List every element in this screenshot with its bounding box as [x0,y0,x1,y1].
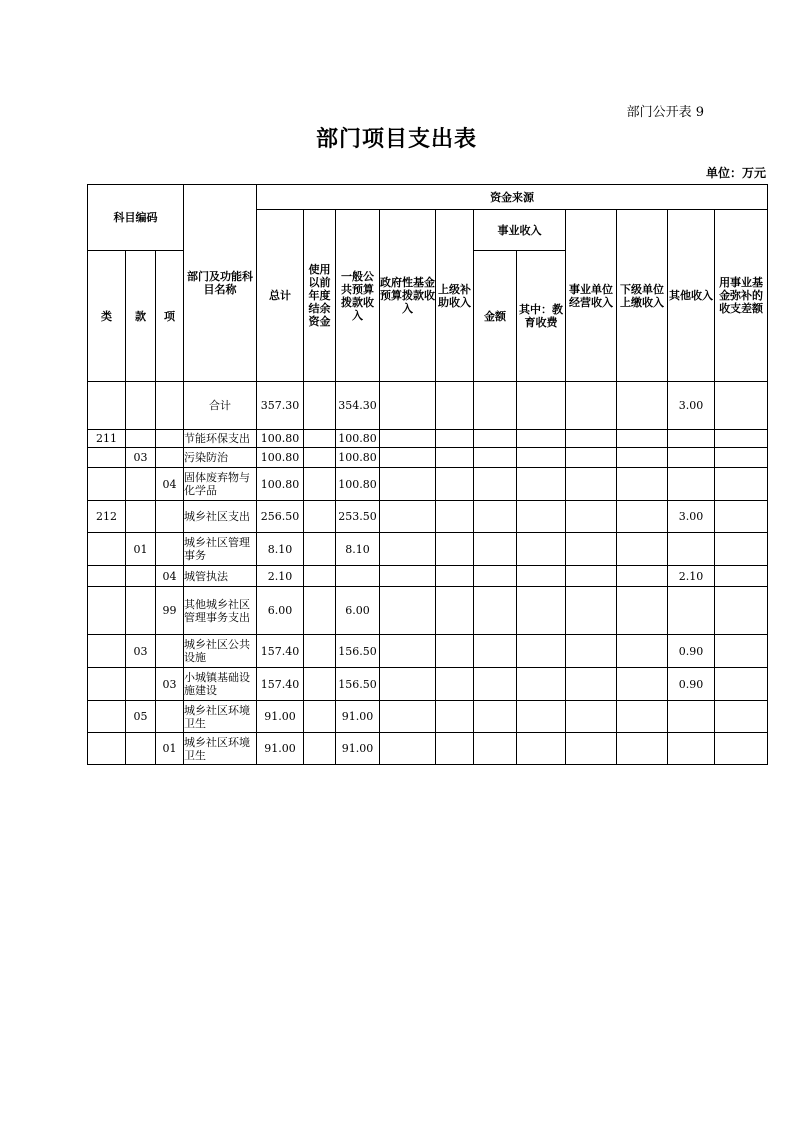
cell-edu [517,448,566,468]
table-row [88,501,768,533]
cell-gov [380,668,436,701]
cell-xiang: 99 [156,587,184,635]
cell-gap [715,533,768,566]
cell-name: 节能环保支出 [184,430,257,448]
cell-lei [88,733,126,765]
cell-xiang [156,635,184,668]
table-row [88,533,768,566]
table-row [88,701,768,733]
cell-gap [715,566,768,587]
cell-business [566,533,617,566]
cell-prior [304,468,336,501]
cell-superior [436,430,474,448]
cell-superior [436,382,474,430]
cell-total: 91.00 [257,733,304,765]
cell-gap [715,382,768,430]
cell-general: 91.00 [336,701,380,733]
cell-amount [474,566,517,587]
cell-gov [380,587,436,635]
cell-xiang [156,430,184,448]
cell-subordinate [617,430,668,448]
cell-total: 100.80 [257,448,304,468]
cell-subordinate [617,733,668,765]
header-superior-subsidy: 上级补助收入 [436,210,474,382]
header-subject-code: 科目编码 [88,185,184,251]
table-row [88,566,768,587]
cell-prior [304,566,336,587]
cell-gap [715,501,768,533]
cell-kuan [126,501,156,533]
header-of-which-edu: 其中：教育收费 [517,251,566,382]
cell-business [566,501,617,533]
cell-total: 91.00 [257,701,304,733]
page-title: 部门项目支出表 [315,127,477,152]
header-general-budget: 一般公共预算拨款收入 [336,210,380,382]
cell-edu [517,566,566,587]
header-kuan: 款 [126,251,156,382]
cell-other [668,587,715,635]
cell-general: 91.00 [336,733,380,765]
cell-lei [88,382,126,430]
cell-lei [88,701,126,733]
cell-name: 其他城乡社区管理事务支出 [184,587,257,635]
cell-general: 100.80 [336,448,380,468]
cell-superior [436,501,474,533]
cell-general: 100.80 [336,468,380,501]
cell-gap [715,701,768,733]
header-gov-fund: 政府性基金预算拨款收入 [380,210,436,382]
cell-name: 城乡社区管理事务 [184,533,257,566]
cell-total: 8.10 [257,533,304,566]
cell-other [668,701,715,733]
cell-subordinate [617,566,668,587]
cell-other [668,468,715,501]
cell-edu [517,430,566,448]
cell-general: 8.10 [336,533,380,566]
cell-superior [436,587,474,635]
cell-gov [380,635,436,668]
cell-kuan [126,468,156,501]
cell-name: 小城镇基础设施建设 [184,668,257,701]
cell-edu [517,587,566,635]
cell-other: 3.00 [668,382,715,430]
cell-gap [715,733,768,765]
cell-other: 2.10 [668,566,715,587]
cell-superior [436,448,474,468]
cell-prior [304,733,336,765]
cell-kuan [126,587,156,635]
cell-lei [88,668,126,701]
cell-lei [88,468,126,501]
cell-name: 城乡社区支出 [184,501,257,533]
cell-subordinate [617,382,668,430]
cell-name: 城乡社区环境卫生 [184,733,257,765]
header-subordinate-income: 下级单位上缴收入 [617,210,668,382]
cell-prior [304,382,336,430]
header-prior-balance: 使用以前年度结余资金 [304,210,336,382]
header-amount: 金额 [474,251,517,382]
header-funding-source: 资金来源 [257,185,768,210]
cell-other [668,733,715,765]
cell-total: 2.10 [257,566,304,587]
cell-total: 157.40 [257,668,304,701]
cell-gov [380,533,436,566]
header-dept-name: 部门及功能科目名称 [184,185,257,382]
cell-lei [88,533,126,566]
header-lei: 类 [88,251,126,382]
cell-prior [304,635,336,668]
cell-xiang [156,533,184,566]
cell-subordinate [617,533,668,566]
cell-amount [474,468,517,501]
cell-business [566,430,617,448]
cell-total: 100.80 [257,468,304,501]
cell-subordinate [617,501,668,533]
cell-edu [517,468,566,501]
cell-xiang [156,382,184,430]
header-business-income: 事业单位经营收入 [566,210,617,382]
cell-name: 城乡社区公共设施 [184,635,257,668]
cell-business [566,587,617,635]
cell-prior [304,501,336,533]
cell-subordinate [617,635,668,668]
cell-general: 354.30 [336,382,380,430]
table-row [88,430,768,448]
cell-gap [715,635,768,668]
cell-xiang [156,448,184,468]
cell-total: 157.40 [257,635,304,668]
cell-kuan [126,382,156,430]
cell-lei: 212 [88,501,126,533]
cell-xiang: 04 [156,468,184,501]
cell-name: 城管执法 [184,566,257,587]
cell-other [668,533,715,566]
cell-general: 253.50 [336,501,380,533]
cell-lei [88,587,126,635]
cell-superior [436,635,474,668]
cell-xiang [156,501,184,533]
cell-business [566,448,617,468]
cell-kuan [126,430,156,448]
cell-edu [517,701,566,733]
cell-other: 3.00 [668,501,715,533]
cell-gap [715,668,768,701]
table-row [88,635,768,668]
cell-amount [474,382,517,430]
header-institution-income: 事业收入 [474,210,566,251]
cell-edu [517,635,566,668]
cell-kuan: 05 [126,701,156,733]
cell-gov [380,430,436,448]
cell-amount [474,701,517,733]
cell-subordinate [617,587,668,635]
cell-subordinate [617,701,668,733]
cell-prior [304,587,336,635]
cell-lei [88,448,126,468]
cell-lei [88,566,126,587]
cell-name: 污染防治 [184,448,257,468]
cell-gap [715,430,768,448]
cell-other: 0.90 [668,635,715,668]
cell-total: 357.30 [257,382,304,430]
cell-subordinate [617,468,668,501]
cell-kuan [126,566,156,587]
cell-gap [715,587,768,635]
cell-prior [304,701,336,733]
table-row [88,448,768,468]
header-total: 总计 [257,210,304,382]
cell-superior [436,566,474,587]
cell-amount [474,668,517,701]
cell-kuan: 03 [126,635,156,668]
cell-edu [517,382,566,430]
cell-total: 256.50 [257,501,304,533]
cell-amount [474,501,517,533]
cell-general: 100.80 [336,430,380,448]
table-row [88,468,768,501]
cell-lei [88,635,126,668]
cell-edu [517,668,566,701]
project-expenditure-table [87,184,768,765]
cell-prior [304,533,336,566]
header-other-income: 其他收入 [668,210,715,382]
cell-kuan [126,668,156,701]
cell-gap [715,468,768,501]
table-body [88,382,768,765]
table-header [88,185,768,382]
cell-edu [517,533,566,566]
cell-kuan [126,733,156,765]
cell-superior [436,733,474,765]
cell-prior [304,668,336,701]
cell-gov [380,566,436,587]
cell-gap [715,448,768,468]
cell-subordinate [617,668,668,701]
cell-lei: 211 [88,430,126,448]
cell-business [566,566,617,587]
cell-gov [380,501,436,533]
cell-amount [474,448,517,468]
cell-prior [304,448,336,468]
cell-edu [517,501,566,533]
cell-other [668,430,715,448]
form-number: 部门公开表 9 [626,105,704,120]
cell-general: 156.50 [336,668,380,701]
cell-business [566,668,617,701]
cell-amount [474,587,517,635]
cell-gov [380,382,436,430]
cell-amount [474,733,517,765]
cell-amount [474,430,517,448]
cell-gov [380,468,436,501]
cell-xiang: 04 [156,566,184,587]
table-row [88,382,768,430]
cell-amount [474,533,517,566]
header-xiang: 项 [156,251,184,382]
cell-prior [304,430,336,448]
cell-name: 城乡社区环境卫生 [184,701,257,733]
cell-business [566,635,617,668]
cell-business [566,382,617,430]
cell-total: 6.00 [257,587,304,635]
cell-gov [380,701,436,733]
table-row [88,668,768,701]
cell-total: 100.80 [257,430,304,448]
cell-subordinate [617,448,668,468]
table-row [88,733,768,765]
cell-other [668,448,715,468]
cell-general: 156.50 [336,635,380,668]
cell-general [336,566,380,587]
cell-superior [436,533,474,566]
cell-amount [474,635,517,668]
cell-xiang [156,701,184,733]
cell-superior [436,468,474,501]
cell-kuan: 03 [126,448,156,468]
cell-business [566,733,617,765]
table-row [88,587,768,635]
cell-name: 合计 [184,382,257,430]
cell-xiang: 01 [156,733,184,765]
cell-general: 6.00 [336,587,380,635]
cell-superior [436,701,474,733]
cell-business [566,468,617,501]
header-fund-gap: 用事业基金弥补的收支差额 [715,210,768,382]
cell-superior [436,668,474,701]
cell-gov [380,733,436,765]
cell-gov [380,448,436,468]
cell-kuan: 01 [126,533,156,566]
cell-edu [517,733,566,765]
cell-business [566,701,617,733]
cell-xiang: 03 [156,668,184,701]
cell-other: 0.90 [668,668,715,701]
cell-name: 固体废弃物与化学品 [184,468,257,501]
unit-label: 单位：万元 [705,166,766,180]
